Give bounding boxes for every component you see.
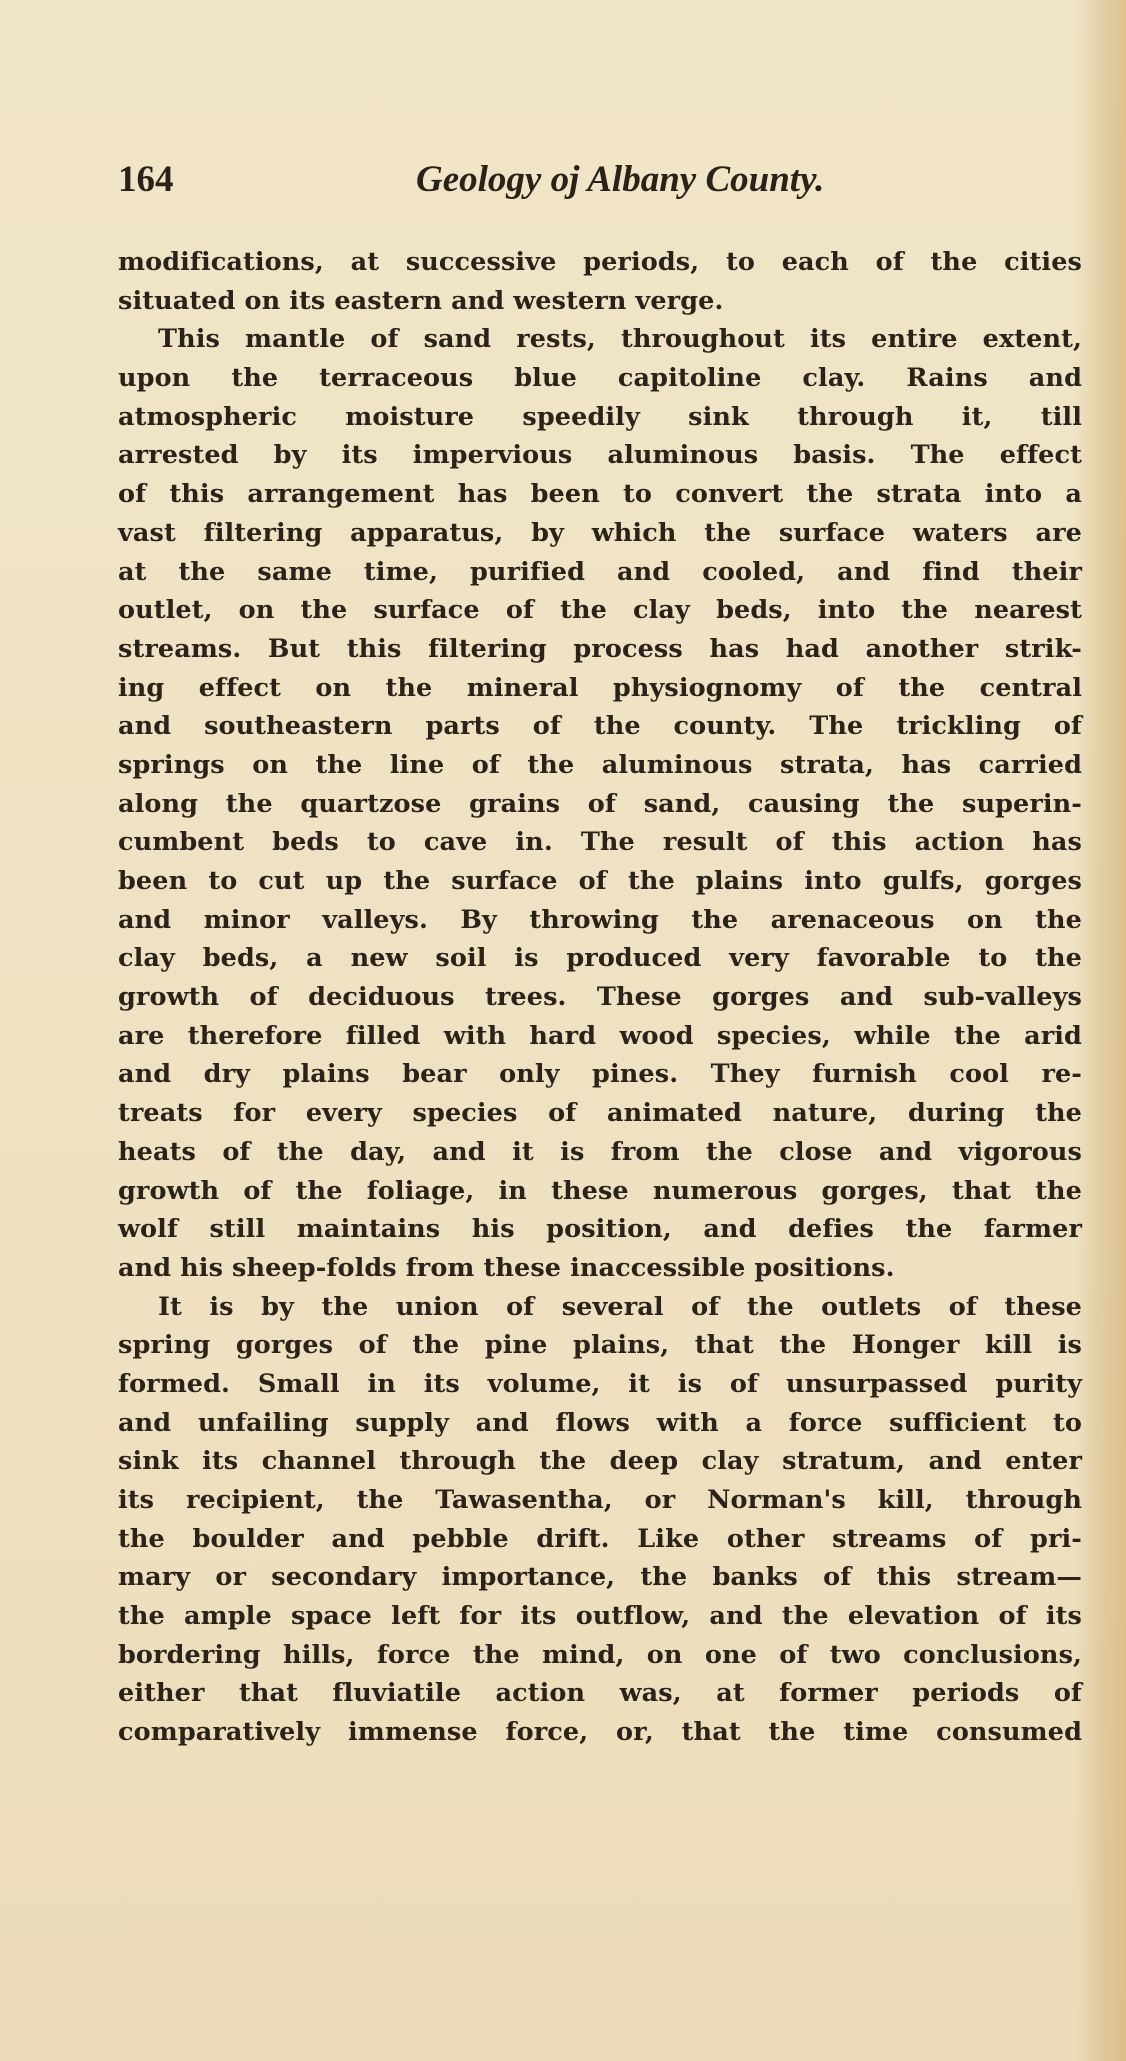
text-line: and dry plains bear only pines. They furnish cool re- bbox=[118, 1059, 1082, 1090]
text-line: formed. Small in its volume, it is of unsurpassed purity bbox=[118, 1368, 1082, 1399]
text-line: at the same time, purified and cooled, and find their bbox=[118, 556, 1082, 587]
text-line: and minor valleys. By throwing the arenaceous on the bbox=[118, 904, 1082, 935]
text-line: its recipient, the Tawasentha, or Norman's kill, through bbox=[118, 1485, 1082, 1515]
text-line: growth of the foliage, in these numerous gorges, that the bbox=[118, 1175, 1082, 1206]
text-line: arrested by its impervious aluminous basis. The effect bbox=[118, 440, 1082, 471]
text-line: growth of deciduous trees. These gorges and sub-valleys bbox=[118, 982, 1082, 1013]
text-line: heats of the day, and it is from the close and vigorous bbox=[118, 1136, 1082, 1167]
text-line: upon the terraceous blue capitoline clay. Rains and bbox=[118, 363, 1082, 394]
text-line: This mantle of sand rests, throughout its entire extent, bbox=[158, 324, 1082, 355]
text-line: cumbent beds to cave in. The result of this action has bbox=[118, 827, 1082, 858]
text-line: sink its channel through the deep clay stratum, and enter bbox=[118, 1446, 1082, 1477]
text-line: atmospheric moisture speedily sink through it, till bbox=[118, 401, 1082, 432]
text-line: ing effect on the mineral physiognomy of the central bbox=[118, 672, 1082, 703]
text-line: either that fluviatile action was, at former periods of bbox=[118, 1678, 1082, 1709]
text-line: spring gorges of the pine plains, that the Honger kill is bbox=[118, 1330, 1082, 1361]
text-line: clay beds, a new soil is produced very favorable to the bbox=[118, 943, 1082, 974]
text-line: wolf still maintains his position, and defies the farmer bbox=[118, 1214, 1082, 1245]
text-line: the boulder and pebble drift. Like other streams of pri- bbox=[118, 1523, 1082, 1554]
text-line: of this arrangement has been to convert the strata into a bbox=[118, 479, 1082, 510]
page-number: 164 bbox=[118, 159, 174, 200]
text-line: It is by the union of several of the outlets of these bbox=[158, 1291, 1082, 1322]
text-line: and his sheep-folds from these inaccessible positions. bbox=[118, 1252, 895, 1283]
text-line: and southeastern parts of the county. The trickling of bbox=[118, 711, 1082, 742]
running-title: Geology oj Albany County. bbox=[416, 159, 825, 200]
text-line: situated on its eastern and western verge. bbox=[118, 285, 724, 316]
text-line: and unfailing supply and flows with a force sufficient to bbox=[118, 1407, 1082, 1438]
text-line: comparatively immense force, or, that the time consumed bbox=[118, 1717, 1082, 1748]
text-line: streams. But this filtering process has had another strik- bbox=[118, 633, 1082, 664]
text-line: modifications, at successive periods, to each of the cities bbox=[118, 247, 1082, 277]
text-line: the ample space left for its outflow, and the elevation of its bbox=[118, 1601, 1082, 1632]
text-line: bordering hills, force the mind, on one of two conclusions, bbox=[118, 1639, 1082, 1670]
text-line: springs on the line of the aluminous strata, has carried bbox=[118, 749, 1082, 780]
body-text bbox=[118, 243, 1082, 1752]
text-line: treats for every species of animated nature, during the bbox=[118, 1098, 1082, 1129]
text-line: mary or secondary importance, the banks of this stream— bbox=[118, 1562, 1082, 1593]
text-line: are therefore filled with hard wood species, while the arid bbox=[118, 1020, 1082, 1051]
text-line: outlet, on the surface of the clay beds, into the nearest bbox=[118, 595, 1082, 626]
text-line: been to cut up the surface of the plains into gulfs, gorges bbox=[118, 866, 1082, 896]
text-line: along the quartzose grains of sand, causing the superin- bbox=[118, 788, 1082, 819]
page-header bbox=[118, 158, 1018, 208]
text-line: vast filtering apparatus, by which the surface waters are bbox=[118, 517, 1082, 548]
